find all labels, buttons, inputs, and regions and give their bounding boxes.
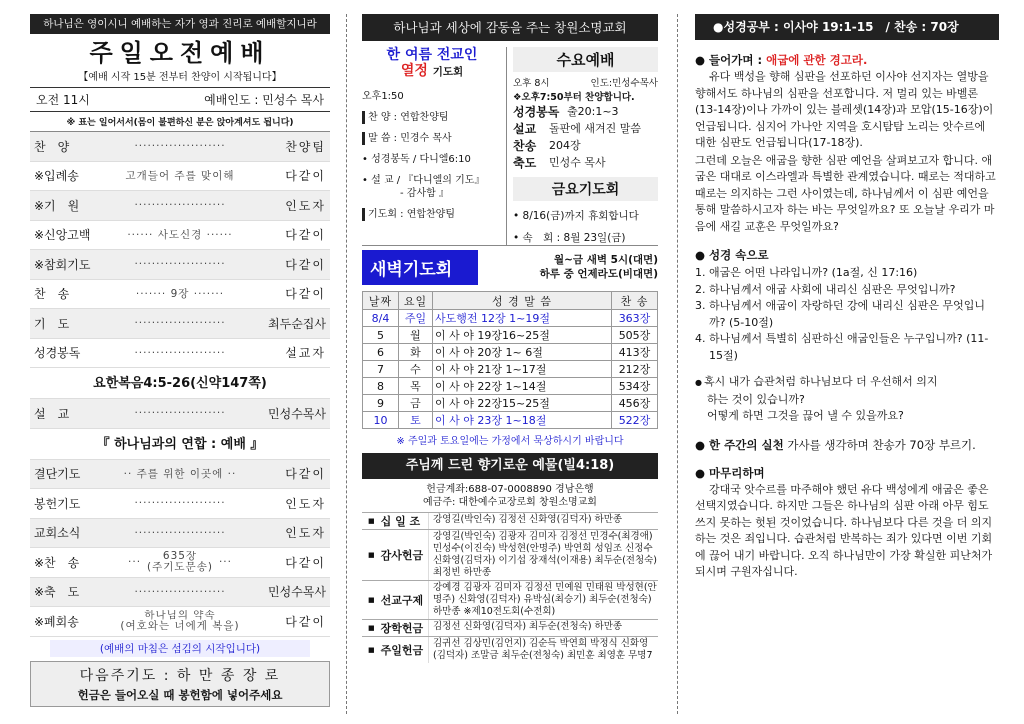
order-label: ※입례송 xyxy=(34,169,79,184)
study-questions xyxy=(695,265,999,364)
service-leader: 예배인도 : 민성수 목사 xyxy=(204,93,324,107)
weekly-practice xyxy=(695,437,999,453)
order-detail: ····················· xyxy=(134,407,226,420)
wednesday-friday-box xyxy=(507,47,658,245)
church-motto-banner: 하나님과 세상에 감동을 주는 창원소명교회 xyxy=(362,14,658,41)
order-person: 다같이 xyxy=(285,228,326,243)
wednesday-key: 성경봉독 xyxy=(513,105,560,119)
day-cell: 월 xyxy=(399,327,433,344)
scripture-cell: 이 사 야 20장 1~ 6절 xyxy=(433,344,612,361)
scripture-cell: 사도행전 12장 1~19절 xyxy=(433,310,612,327)
order-detail: ······ 사도신경 ······ xyxy=(127,229,233,242)
order-label: 성경봉독 xyxy=(34,346,81,361)
summer-item: • 성경봉독 / 다니엘6:10 xyxy=(362,153,502,166)
summer-sermon-title: 설 교 / 『다니엘의 기도』 xyxy=(371,175,485,186)
order-person: 최두순집사 xyxy=(268,316,326,331)
reflection-line: 하는 것이 있습니까? xyxy=(707,392,805,406)
next-week-box xyxy=(30,661,330,707)
wednesday-praise-note: ❖오후7:50부터 찬양합니다. xyxy=(513,92,635,103)
table-row xyxy=(363,310,658,327)
order-person: 인도자 xyxy=(285,526,326,541)
hymn-cell: 534장 xyxy=(612,378,658,395)
bible-study-banner: ●성경공부 : 이사야 19:1-15 / 찬송 : 70장 xyxy=(695,14,999,40)
order-person: 다같이 xyxy=(285,169,326,184)
order-person: 다같이 xyxy=(285,287,326,302)
table-row xyxy=(363,327,658,344)
order-label: ※폐회송 xyxy=(34,614,79,629)
order-row xyxy=(30,221,330,251)
order-label: 설 교 xyxy=(34,406,70,421)
reflection-questions xyxy=(695,374,999,425)
order-of-worship xyxy=(30,131,330,637)
offering-title: 주님께 드린 향기로운 예물(빌4:18) xyxy=(362,453,658,479)
order-label: ※축 도 xyxy=(34,585,80,600)
day-cell: 주일 xyxy=(399,310,433,327)
hymn-cell: 363장 xyxy=(612,310,658,327)
offering-list xyxy=(362,512,658,663)
scripture-reference: 요한복음4:5-26(신약147쪽) xyxy=(30,368,330,399)
friday-item: • 8/16(금)까지 휴회합니다 xyxy=(513,210,639,222)
summer-item: 기도회 : 연합찬양팀 xyxy=(362,208,502,221)
friday-prayer-title: 금요기도회 xyxy=(513,177,658,201)
order-detail xyxy=(108,551,252,573)
order-label: ※기 원 xyxy=(34,198,80,213)
summer-title-line1: 한 여름 전교인 xyxy=(386,47,478,63)
day-cell: 화 xyxy=(399,344,433,361)
next-prayer-leader: 다음주기도 : 하 만 종 장 로 xyxy=(79,667,281,684)
order-row xyxy=(30,519,330,549)
order-label: 교회소식 xyxy=(34,526,81,541)
offering-row xyxy=(362,619,658,636)
date-cell: 8/4 xyxy=(363,310,399,327)
summer-prayer-title xyxy=(362,47,502,80)
day-cell: 목 xyxy=(399,378,433,395)
order-row xyxy=(30,339,330,369)
closing-song-subtitle: (여호와는 너에게 복을) xyxy=(120,620,240,633)
wednesday-row xyxy=(513,155,658,171)
wednesday-value: 204장 xyxy=(549,139,581,152)
offering-row xyxy=(362,636,658,663)
dawn-in-person: 월~금 새벽 5시(대면) xyxy=(553,254,658,266)
order-dots: ··· xyxy=(128,556,142,569)
order-person: 다같이 xyxy=(285,614,326,629)
weekly-practice-label: 한 주간의 실천 xyxy=(709,437,784,452)
order-row xyxy=(30,607,330,637)
summer-item: 찬 양 : 연합찬양팀 xyxy=(362,111,502,124)
table-header: 성 경 말 씀 xyxy=(433,292,612,310)
friday-item: • 속 회 : 8월 23일(금) xyxy=(513,232,626,244)
dawn-prayer-table xyxy=(362,291,658,429)
order-detail: ······· 9장 ······· xyxy=(135,288,225,301)
order-person: 다같이 xyxy=(285,257,326,272)
order-row xyxy=(30,132,330,162)
day-cell: 수 xyxy=(399,361,433,378)
dawn-prayer-title: 새벽기도회 xyxy=(362,250,478,285)
order-person: 인도자 xyxy=(285,198,326,213)
order-detail: ····················· xyxy=(134,258,226,271)
offering-names: 강영길(박인숙) 김광자 김미자 김정선 민경수(최경애) 민성수(이진숙) 박성현(안명주) 박연희 성임조 신정수 신화영(김덕자) 이기섭 장재석(이재용) 최두순(전청숙) 최정빈 하만종 xyxy=(428,530,658,580)
order-person: 설교자 xyxy=(285,346,326,361)
service-title: 주일오전예배 xyxy=(89,39,271,67)
summer-time: 오후1:50 xyxy=(362,91,404,102)
table-row xyxy=(363,361,658,378)
order-label: ※참회기도 xyxy=(34,257,91,272)
hymn-cell: 522장 xyxy=(612,412,658,429)
meetings-section xyxy=(362,47,658,246)
dawn-prayer-header xyxy=(362,250,658,285)
hymn-cell: 413장 xyxy=(612,344,658,361)
order-detail: ····················· xyxy=(134,140,226,153)
order-detail: ····················· xyxy=(134,346,226,359)
order-label: ※찬 송 xyxy=(34,555,80,570)
wednesday-value: 민성수 목사 xyxy=(549,156,606,169)
day-cell: 금 xyxy=(399,395,433,412)
service-time: 오전 11시 xyxy=(36,93,90,107)
wednesday-value: 출20:1~3 xyxy=(567,105,619,118)
column-divider-2 xyxy=(677,14,678,714)
wednesday-key: 설교 xyxy=(513,122,537,136)
standing-note: ※ 표는 일어서서(몸이 불편하신 분은 앉아계셔도 됩니다) xyxy=(66,118,294,128)
date-cell: 5 xyxy=(363,327,399,344)
closing-song-title: 하나님의 약속 xyxy=(144,610,216,622)
date-cell: 6 xyxy=(363,344,399,361)
order-detail: ·· 주를 위한 이곳에 ·· xyxy=(123,468,237,481)
order-person: 민성수목사 xyxy=(268,406,326,421)
service-end-hint: (예배의 마침은 섬김의 시작입니다) xyxy=(50,640,310,657)
intro-heading xyxy=(695,52,999,68)
intro-label: 들어가며 : xyxy=(709,53,767,67)
wednesday-row xyxy=(513,121,658,137)
bible-study-column xyxy=(695,14,999,714)
summer-prayer-box xyxy=(362,47,507,245)
closing-heading: ● 마무리하며 xyxy=(695,465,999,481)
table-header: 찬 송 xyxy=(612,292,658,310)
order-label: 봉헌기도 xyxy=(34,496,81,511)
wednesday-key: 찬송 xyxy=(513,139,537,153)
offering-type: ■ 감사헌금 xyxy=(362,530,428,580)
wednesday-value: 돌판에 새겨진 말씀 xyxy=(549,122,642,135)
order-detail xyxy=(108,610,252,632)
offering-type: ■ 선교구제 xyxy=(362,581,428,619)
order-row xyxy=(30,280,330,310)
summer-sermon-subtitle: - 감사함 』 xyxy=(400,188,449,199)
date-cell: 7 xyxy=(363,361,399,378)
offering-note: 헌금은 들어오실 때 봉헌함에 넣어주세요 xyxy=(77,687,283,702)
scripture-cell: 이 사 야 23장 1~18절 xyxy=(433,412,612,429)
order-label: 기 도 xyxy=(34,316,70,331)
scripture-cell: 이 사 야 21장 1~17절 xyxy=(433,361,612,378)
order-row xyxy=(30,548,330,578)
scripture-cell: 이 사 야 22장 1~14절 xyxy=(433,378,612,395)
order-person: 다같이 xyxy=(285,467,326,482)
offering-names: 강영길(박인숙) 김정선 신화영(김덕자) 하만종 xyxy=(428,513,658,529)
order-person: 민성수목사 xyxy=(268,585,326,600)
closing-paragraph: 강대국 앗수르를 마주해야 했던 유다 백성에게 애굽은 좋은 선택지였습니다. 하지만 그들은 하나님의 심판 아래 아무 힘도 쓰지 못하는 헛된 것이었습니다. 하나님보다 다른 것을 더 의지하는 것은 죄입니다. 습관처럼 반복하는 죄가 있다면 이번 기회에 끊어 내기 바랍니다. 오직 하나님만이 가장 확실한 피난처가 되시며 구원자십니다. xyxy=(695,482,993,578)
order-row xyxy=(30,399,330,429)
order-row xyxy=(30,460,330,490)
wednesday-row xyxy=(513,138,658,154)
table-header: 요일 xyxy=(399,292,433,310)
order-person: 다같이 xyxy=(285,555,326,570)
order-row xyxy=(30,578,330,608)
study-question: 4. 하나님께서 특별히 심판하신 애굽인들은 누구입니까? (11-15절) xyxy=(695,332,989,362)
hymn-cell: 456장 xyxy=(612,395,658,412)
table-row xyxy=(363,412,658,429)
date-cell: 9 xyxy=(363,395,399,412)
offering-type: ■ 십 일 조 xyxy=(362,513,428,529)
weekly-practice-text: 가사를 생각하며 찬송가 70장 부르기. xyxy=(783,437,976,452)
order-row xyxy=(30,250,330,280)
scripture-cell: 이 사 야 19장16~25절 xyxy=(433,327,612,344)
order-detail: ····················· xyxy=(134,585,226,598)
intro-paragraph: 그런데 오늘은 애굽을 향한 심판 예언을 살펴보고자 합니다. 애굽은 대대로 이스라엘과 특별한 관계였습니다. 때로는 적대하고 때로는 의지하는 그런 사이였는데, 하나님께서 이 심판 예언을 통해 말씀하시고자 하는 바는 무엇일까요? 또 오늘날 우리가 마음에 새길 교훈은 무엇일까요? xyxy=(695,153,996,233)
praise-start-note: 【예배 시작 15분 전부터 찬양이 시작됩니다】 xyxy=(78,72,282,83)
order-person: 찬양팀 xyxy=(285,139,326,154)
table-row xyxy=(363,395,658,412)
account-number: 헌금계좌:688-07-0008890 경남은행 xyxy=(426,484,594,495)
friday-cell-meeting: 속 회 : 8월 23일(금) xyxy=(522,232,626,244)
wednesday-row xyxy=(513,104,658,120)
order-detail: ····················· xyxy=(134,317,226,330)
hymn-number: 635장 xyxy=(162,551,198,563)
wednesday-leader: 인도:민성수목사 xyxy=(590,78,658,89)
order-row xyxy=(30,162,330,192)
offering-account xyxy=(362,483,658,509)
wednesday-service-title: 수요예배 xyxy=(513,47,658,72)
offering-row xyxy=(362,512,658,529)
order-person: 인도자 xyxy=(285,496,326,511)
wednesday-time: 오후 8시 xyxy=(513,78,550,89)
table-row xyxy=(363,378,658,395)
sunday-service-column xyxy=(30,14,330,714)
order-detail: ····················· xyxy=(134,497,226,510)
table-row xyxy=(363,344,658,361)
announcements-column xyxy=(362,14,658,714)
order-label: 찬 양 xyxy=(34,139,70,154)
service-time-bar xyxy=(30,87,330,112)
offering-row xyxy=(362,580,658,619)
study-question: 2. 하나님께서 애굽 사회에 내리신 심판은 무엇입니까? xyxy=(695,282,956,296)
dawn-prayer-times xyxy=(478,250,658,285)
wednesday-meta xyxy=(513,75,658,89)
summer-item xyxy=(362,174,502,200)
order-label: 결단기도 xyxy=(34,467,81,482)
intro-paragraph: 유다 백성을 향해 심판을 선포하던 이사야 선지자는 열방을 향해서도 하나님의 심판을 선포합니다. 저 멀리 있는 바벨론(13-14장)이나 가까이 있는 블레셋(14장)과 모압(15-16장)이 언급됩니다. 심지어 가나안 지역을 호시탐탐 노리는 앗수르에 대한 심판도 언급됩니다(17-18장). xyxy=(695,70,994,149)
order-label: ※신앙고백 xyxy=(34,228,91,243)
summer-item: 말 씀 : 민경수 목사 xyxy=(362,132,502,145)
dawn-weekend-note: ※ 주일과 토요일에는 가정에서 묵상하시기 바랍니다 xyxy=(396,436,624,447)
hymn-cell: 212장 xyxy=(612,361,658,378)
reflection-line: ● 혹시 내가 습관처럼 하나님보다 더 우선해서 의지 xyxy=(695,374,999,392)
study-question: 1. 애굽은 어떤 나라입니까? (1a절, 신 17:16) xyxy=(695,266,918,279)
date-cell: 10 xyxy=(363,412,399,429)
order-label: 찬 송 xyxy=(34,287,70,302)
scripture-cell: 이 사 야 22장15~25절 xyxy=(433,395,612,412)
order-detail: ····················· xyxy=(134,526,226,539)
summer-title-highlight: 열정 xyxy=(400,63,428,79)
offering-type: ■ 장학헌금 xyxy=(362,620,428,636)
order-row xyxy=(30,489,330,519)
date-cell: 8 xyxy=(363,378,399,395)
order-detail: 고개들어 주를 맞이해 xyxy=(125,170,235,183)
hymn-cell: 505장 xyxy=(612,327,658,344)
into-scripture-heading: ● 성경 속으로 xyxy=(695,247,999,263)
dawn-online: 하루 중 언제라도(비대면) xyxy=(539,268,658,280)
order-dots: ··· xyxy=(218,556,232,569)
order-detail: ····················· xyxy=(134,199,226,212)
friday-recess: 8/16(금)까지 휴회합니다 xyxy=(522,210,639,222)
offering-names: 김귀선 김상민(김언지) 김순득 박연희 박정식 신화영(김덕자) 조말금 최두순(전청숙) 최민훈 최영훈 무명7 xyxy=(428,637,658,663)
offering-type: ■ 주일헌금 xyxy=(362,637,428,663)
offering-names: 김정선 신화영(김덕자) 최두순(전청숙) 하만종 xyxy=(428,620,658,636)
offering-row xyxy=(362,529,658,580)
reflection-line: 어떻게 하면 그것을 끊어 낼 수 있을까요? xyxy=(707,409,904,422)
hymn-subtitle: (주기도문송) xyxy=(147,561,213,574)
day-cell: 토 xyxy=(399,412,433,429)
column-divider-1 xyxy=(346,14,347,714)
table-header: 날짜 xyxy=(363,292,399,310)
sermon-title: 『 하나님과의 연합 : 예배 』 xyxy=(30,429,330,460)
intro-topic: 애굽에 관한 경고라. xyxy=(766,53,868,67)
study-question: 3. 하나님께서 애굽이 자랑하던 강에 내리신 심판은 무엇입니까? (5-10절) xyxy=(695,299,985,329)
account-holder: 예금주: 대한예수교장로회 창원소명교회 xyxy=(423,497,597,508)
wednesday-key: 축도 xyxy=(513,156,537,170)
worship-verse-banner: 하나님은 영이시니 예배하는 자가 영과 진리로 예배할지니라 xyxy=(30,14,330,34)
order-row xyxy=(30,309,330,339)
offering-names: 강예경 김광자 김미자 김정선 민예원 민태원 박성현(안명주) 신화영(김덕자) 유박심(최승기) 최두순(전청숙) 하만종 ※제10전도회(수전회) xyxy=(428,581,658,619)
order-row xyxy=(30,191,330,221)
summer-title-suffix: 기도회 xyxy=(432,66,464,78)
